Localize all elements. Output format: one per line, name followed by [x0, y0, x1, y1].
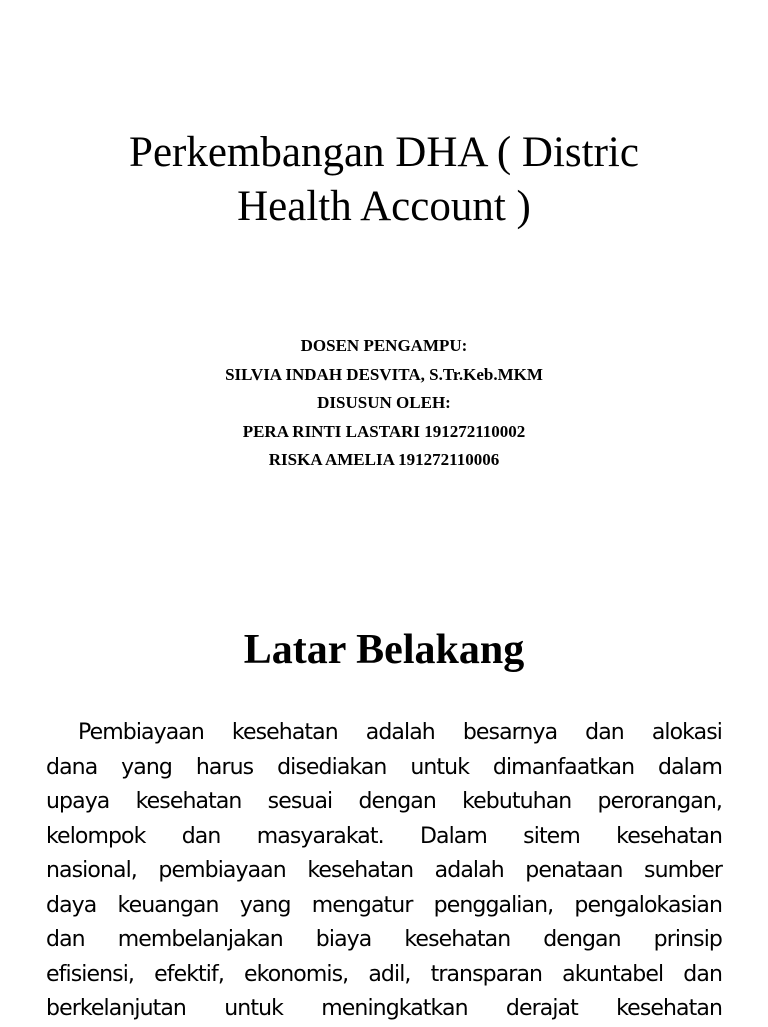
body-paragraph — [46, 716, 722, 1027]
author-1: PERA RINTI LASTARI 191272110002 — [242, 421, 526, 441]
lecturer-heading: DOSEN PENGAMPU: — [300, 336, 468, 355]
paragraph-line: kelompok dan masyarakat. Dalam sitem kesehatan — [46, 823, 722, 849]
paragraph-line: nasional, pembiayaan kesehatan adalah penataan sumber — [46, 858, 722, 883]
section-heading: Latar Belakang — [243, 627, 525, 673]
paragraph-line: efisiensi, efektif, ekonomis, adil, transparan akuntabel dan — [46, 961, 722, 987]
lecturer-name: SILVIA INDAH DESVITA, S.Tr.Keb.MKM — [225, 364, 543, 384]
paragraph-line: Pembiayaan kesehatan adalah besarnya dan alokasi — [78, 720, 722, 745]
document-title-line-2: Health Account ) — [237, 183, 531, 230]
paragraph-line: berkelanjutan untuk meningkatkan derajat kesehatan — [46, 996, 722, 1021]
document-title-line-1: Perkembangan DHA ( Distric — [129, 129, 639, 176]
paragraph-line: daya keuangan yang mengatur penggalian, pengalokasian — [46, 892, 722, 918]
paragraph-line: dan membelanjakan biaya kesehatan dengan prinsip — [46, 927, 722, 952]
credits-block — [60, 332, 708, 475]
authors-heading: DISUSUN OLEH: — [317, 393, 451, 412]
paragraph-line: upaya kesehatan sesuai dengan kebutuhan perorangan, — [46, 789, 722, 814]
document-title — [60, 126, 708, 234]
author-2: RISKA AMELIA 191272110006 — [268, 450, 500, 469]
paragraph-line: dana yang harus disediakan untuk dimanfaatkan dalam — [46, 754, 722, 780]
